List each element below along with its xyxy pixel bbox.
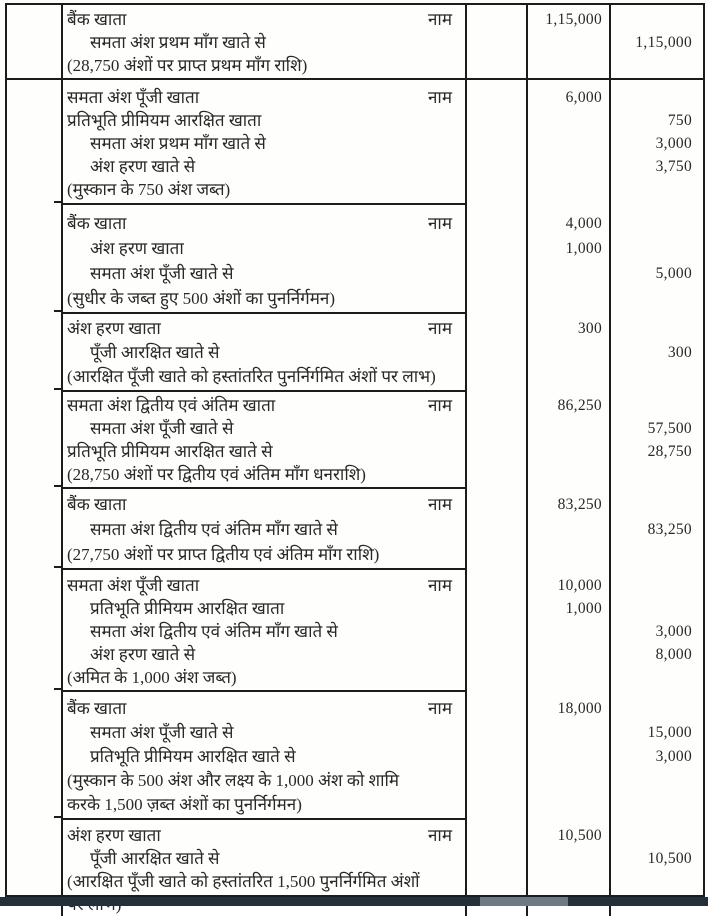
empty-amount — [611, 793, 703, 817]
empty-amount — [611, 286, 703, 311]
empty-amount — [611, 769, 703, 793]
account-line — [63, 620, 465, 643]
date-cell — [7, 489, 61, 570]
account-text: (आरक्षित पूँजी खाते को हस्तांतरित 1,500 पुनर्निर्गमित अंशों — [67, 872, 420, 891]
debit-amount-cell — [526, 692, 609, 820]
account-line — [63, 109, 465, 132]
empty-amount — [528, 261, 609, 286]
date-cell — [7, 5, 61, 80]
empty-amount — [611, 697, 703, 721]
account-line — [63, 574, 465, 597]
debit-amount-cell — [526, 5, 609, 80]
credit-amount: 3,750 — [655, 158, 692, 175]
account-line — [63, 440, 465, 463]
account-line — [63, 517, 465, 542]
ledger-folio-cell — [465, 489, 526, 570]
debit-amount: 10,500 — [557, 827, 602, 844]
empty-amount — [611, 574, 703, 597]
ledger-folio-cell — [465, 314, 526, 392]
account-text: समता अंश पूँजी खाता — [67, 88, 200, 107]
journal-entry — [7, 392, 703, 489]
empty-amount — [528, 542, 609, 567]
account-line — [63, 697, 465, 721]
empty-amount — [528, 341, 609, 365]
account-text: अंश हरण खाता — [67, 826, 161, 845]
empty-amount — [611, 870, 703, 893]
empty-amount — [611, 463, 703, 486]
empty-amount — [528, 286, 609, 311]
bottom-edge-bar-highlight — [480, 897, 568, 906]
narration-line — [63, 870, 465, 893]
empty-amount — [611, 86, 703, 109]
debit-amount-cell — [526, 489, 609, 570]
account-line — [63, 86, 465, 109]
empty-amount — [528, 745, 609, 769]
ledger-folio-cell — [465, 80, 526, 205]
account-line — [63, 847, 465, 870]
account-text: बैंक खाता — [67, 699, 127, 718]
empty-amount — [528, 517, 609, 542]
dr-label: नाम — [427, 88, 452, 107]
credit-amount-cell — [609, 314, 703, 392]
empty-amount — [611, 492, 703, 517]
credit-amount: 3,000 — [655, 135, 692, 152]
credit-amount-cell — [609, 570, 703, 692]
account-line — [63, 824, 465, 847]
account-text: पूँजी आरक्षित खाते से — [90, 343, 220, 362]
account-line — [63, 417, 465, 440]
debit-amount: 83,250 — [557, 496, 602, 513]
credit-amount: 1,15,000 — [635, 34, 692, 51]
debit-amount: 18,000 — [557, 700, 602, 717]
empty-amount — [611, 597, 703, 620]
credit-amount-cell — [609, 5, 703, 80]
narration-line — [63, 463, 465, 486]
account-line — [63, 394, 465, 417]
empty-amount — [528, 417, 609, 440]
empty-amount — [528, 666, 609, 689]
debit-amount-cell — [526, 570, 609, 692]
account-text: समता अंश द्वितीय एवं अंतिम माँग खाते से — [90, 622, 338, 641]
dr-label: नाम — [427, 214, 452, 233]
narration-line — [63, 178, 465, 201]
journal-entry — [7, 205, 703, 314]
account-line — [63, 492, 465, 517]
account-text: अंश हरण खाते से — [90, 645, 196, 664]
particulars-cell — [61, 205, 465, 314]
debit-amount: 4,000 — [565, 215, 602, 232]
empty-amount — [528, 463, 609, 486]
account-text: समता अंश प्रथम माँग खाते से — [90, 134, 266, 153]
account-text: (28,750 अंशों पर प्राप्त प्रथम माँग राशि) — [67, 56, 308, 75]
narration-line — [63, 542, 465, 567]
account-text: समता अंश पूँजी खाते से — [90, 723, 234, 742]
ledger-folio-cell — [465, 392, 526, 489]
debit-amount: 1,15,000 — [545, 11, 602, 28]
account-text: बैंक खाता — [67, 495, 127, 514]
particulars-cell — [61, 570, 465, 692]
account-text: समता अंश द्वितीय एवं अंतिम खाता — [67, 396, 276, 415]
account-text: बैंक खाता — [67, 10, 127, 29]
account-text: (सुधीर के जब्त हुए 500 अंशों का पुनर्निर्गमन) — [67, 289, 335, 308]
credit-amount: 8,000 — [655, 646, 692, 663]
account-line — [63, 155, 465, 178]
empty-amount — [611, 8, 703, 31]
dr-label: नाम — [427, 10, 452, 29]
journal-entry — [7, 5, 703, 80]
credit-amount-cell — [609, 489, 703, 570]
debit-amount: 86,250 — [557, 397, 602, 414]
debit-amount: 10,000 — [557, 577, 602, 594]
credit-amount: 28,750 — [647, 443, 692, 460]
debit-amount-cell — [526, 205, 609, 314]
dr-label: नाम — [427, 396, 452, 415]
empty-amount — [528, 721, 609, 745]
dr-label: नाम — [427, 826, 452, 845]
credit-amount: 10,500 — [647, 850, 692, 867]
journal-entry — [7, 80, 703, 205]
empty-amount — [528, 132, 609, 155]
account-text: प्रतिभूति प्रीमियम आरक्षित खाते से — [90, 747, 296, 766]
account-text: (28,750 अंशों पर द्वितीय एवं अंतिम माँग धनराशि) — [67, 465, 366, 484]
account-text: प्रतिभूति प्रीमियम आरक्षित खाते से — [67, 442, 273, 461]
account-text: (मुस्कान के 500 अंश और लक्ष्य के 1,000 अंश को शामि — [67, 771, 400, 790]
empty-amount — [611, 542, 703, 567]
account-text: समता अंश प्रथम माँग खाते से — [90, 33, 266, 52]
account-line — [63, 261, 465, 286]
dr-label: नाम — [427, 319, 452, 338]
account-text: बैंक खाता — [67, 214, 127, 233]
empty-amount — [528, 870, 609, 893]
credit-amount-cell — [609, 692, 703, 820]
date-cell — [7, 570, 61, 692]
account-text: (मुस्कान के 750 अंश जब्त) — [67, 180, 231, 199]
particulars-cell — [61, 80, 465, 205]
credit-amount: 750 — [667, 112, 692, 129]
journal-entry — [7, 489, 703, 570]
empty-amount — [611, 317, 703, 341]
empty-amount — [611, 394, 703, 417]
empty-amount — [528, 769, 609, 793]
account-text: (आरक्षित पूँजी खाते को हस्तांतरित पुनर्निर्गमित अंशों पर लाभ) — [67, 367, 436, 386]
credit-amount-cell — [609, 392, 703, 489]
date-cell — [7, 692, 61, 820]
debit-amount: 1,000 — [565, 240, 602, 257]
bottom-edge-bar — [0, 897, 708, 906]
empty-amount — [528, 643, 609, 666]
journal-entry — [7, 692, 703, 820]
account-text: (27,750 अंशों पर प्राप्त द्वितीय एवं अंतिम माँग राशि) — [67, 545, 380, 564]
journal-entry — [7, 570, 703, 692]
debit-amount: 300 — [577, 320, 602, 337]
narration-line — [63, 769, 465, 793]
date-cell — [7, 80, 61, 205]
empty-amount — [528, 440, 609, 463]
account-text: समता अंश पूँजी खाते से — [90, 264, 234, 283]
account-line — [63, 8, 465, 31]
credit-amount: 300 — [667, 344, 692, 361]
account-text: समता अंश द्वितीय एवं अंतिम माँग खाते से — [90, 520, 338, 539]
particulars-cell — [61, 5, 465, 80]
account-line — [63, 597, 465, 620]
credit-amount: 15,000 — [647, 724, 692, 741]
dr-label: नाम — [427, 495, 452, 514]
narration-line — [63, 365, 465, 389]
credit-amount-cell — [609, 205, 703, 314]
particulars-cell — [61, 314, 465, 392]
empty-amount — [611, 236, 703, 261]
debit-amount: 1,000 — [565, 600, 602, 617]
account-text: (अमित के 1,000 अंश जब्त) — [67, 668, 237, 687]
account-text: अंश हरण खाता — [90, 239, 184, 258]
journal-entry — [7, 314, 703, 392]
account-line — [63, 211, 465, 236]
empty-amount — [611, 824, 703, 847]
empty-amount — [528, 155, 609, 178]
debit-amount-cell — [526, 80, 609, 205]
account-text: अंश हरण खाते से — [90, 157, 196, 176]
ledger-folio-cell — [465, 570, 526, 692]
empty-amount — [528, 31, 609, 54]
empty-amount — [611, 178, 703, 201]
empty-amount — [611, 666, 703, 689]
date-cell — [7, 392, 61, 489]
empty-amount — [611, 211, 703, 236]
account-line — [63, 132, 465, 155]
account-line — [63, 317, 465, 341]
journal-table — [5, 3, 705, 897]
debit-amount-cell — [526, 314, 609, 392]
particulars-cell — [61, 489, 465, 570]
credit-amount: 83,250 — [647, 521, 692, 538]
credit-amount: 5,000 — [655, 265, 692, 282]
account-text: समता अंश पूँजी खाते से — [90, 419, 234, 438]
account-text: प्रतिभूति प्रीमियम आरक्षित खाता — [67, 111, 262, 130]
credit-amount: 57,500 — [647, 420, 692, 437]
account-line — [63, 643, 465, 666]
account-line — [63, 341, 465, 365]
account-line — [63, 31, 465, 54]
account-text: पूँजी आरक्षित खाते से — [90, 849, 220, 868]
empty-amount — [528, 365, 609, 389]
ledger-folio-cell — [465, 5, 526, 80]
empty-amount — [611, 365, 703, 389]
narration-line — [63, 286, 465, 311]
empty-amount — [528, 847, 609, 870]
narration-line — [63, 54, 465, 77]
account-text: अंश हरण खाता — [67, 319, 161, 338]
account-text: करके 1,500 ज़ब्त अंशों का पुनर्निर्गमन) — [67, 795, 302, 814]
account-text: समता अंश पूँजी खाता — [67, 576, 200, 595]
dr-label: नाम — [427, 576, 452, 595]
date-cell — [7, 314, 61, 392]
debit-amount: 6,000 — [565, 89, 602, 106]
account-line — [63, 236, 465, 261]
ledger-folio-cell — [465, 692, 526, 820]
empty-amount — [528, 178, 609, 201]
empty-amount — [528, 54, 609, 77]
narration-line — [63, 666, 465, 689]
particulars-cell — [61, 392, 465, 489]
journal-entry — [7, 820, 703, 899]
ledger-folio-cell — [465, 205, 526, 314]
credit-amount: 3,000 — [655, 623, 692, 640]
credit-amount-cell — [609, 80, 703, 205]
empty-amount — [528, 620, 609, 643]
empty-amount — [528, 793, 609, 817]
empty-amount — [528, 109, 609, 132]
date-cell — [7, 205, 61, 314]
empty-amount — [611, 54, 703, 77]
account-line — [63, 793, 465, 817]
account-text: प्रतिभूति प्रीमियम आरक्षित खाता — [90, 599, 285, 618]
dr-label: नाम — [427, 699, 452, 718]
account-line — [63, 721, 465, 745]
credit-amount: 3,000 — [655, 748, 692, 765]
account-line — [63, 745, 465, 769]
debit-amount-cell — [526, 392, 609, 489]
particulars-cell — [61, 692, 465, 820]
